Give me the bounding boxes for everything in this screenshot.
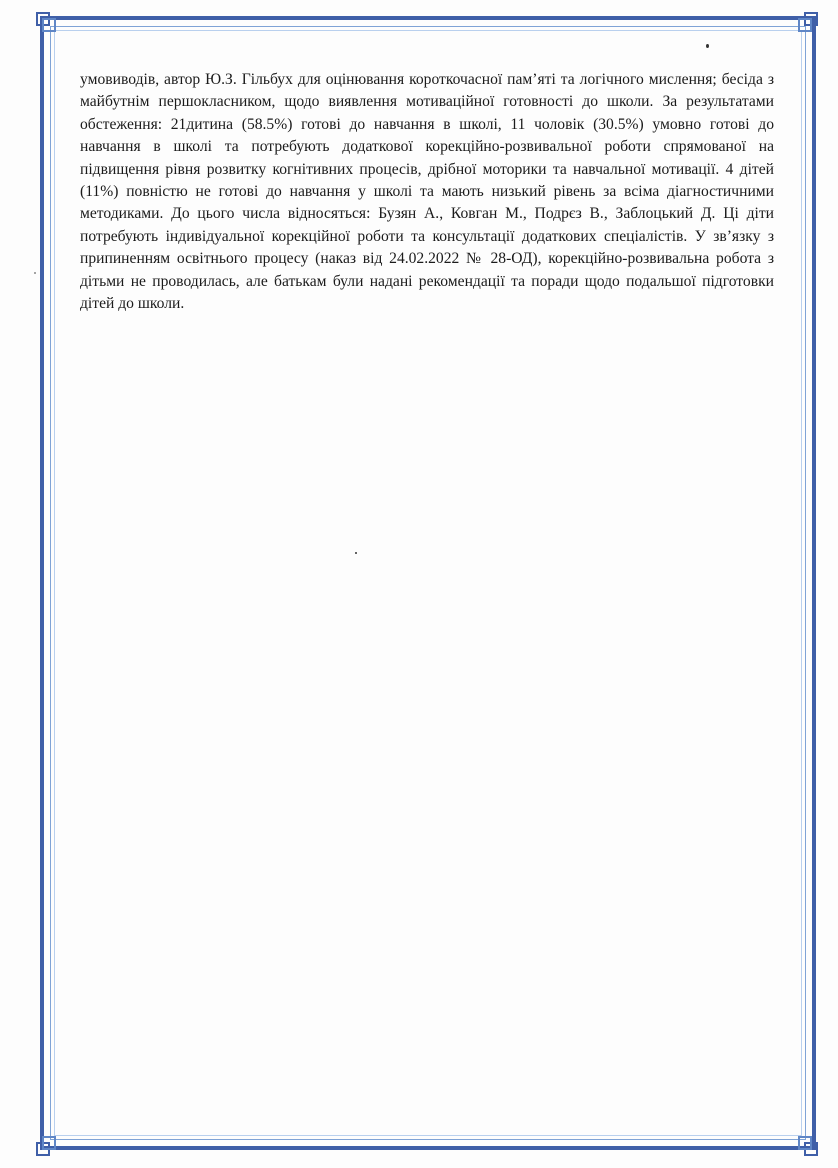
scan-speck (34, 272, 36, 274)
scan-speck (706, 44, 709, 48)
frame-corner-ornament (796, 1134, 818, 1156)
frame-corner-ornament (36, 1134, 58, 1156)
scan-speck (355, 552, 357, 554)
frame-corner-ornament (36, 12, 58, 34)
body-paragraph: умовиводів, автор Ю.З. Гільбух для оцінювання короткочасної пам’яті та логічного мислення; бесіда з майбутнім першокласником, щодо виявлення мотиваційної готовності до школи. За результатами обстеження: 21дитина (58.5%) готові до навчання в школі, 11 чоловік (30.5%) умовно готові до навчання в школі та потребують додаткової корекційно-розвивальної роботи спрямованої на підвищення рівня розвитку когнітивних процесів, дрібної моторики та навчальної мотивації. 4 дітей (11%) повністю не готові до навчання у школі та мають низький рівень за всіма діагностичними методиками. До цього числа відносяться: Бузян А., Ковган М., Подрєз В., Заблоцький Д. Ці діти потребують індивідуальної корекційної роботи та консультації додаткових спеціалістів. У зв’язку з припиненням освітнього процесу (наказ від 24.02.2022 № 28-ОД), корекційно-розвивальна робота з дітьми не проводилась, але батькам були надані рекомендації та поради щодо подальшої підготовки дітей до школи. (80, 71, 774, 313)
frame-corner-ornament (796, 12, 818, 34)
